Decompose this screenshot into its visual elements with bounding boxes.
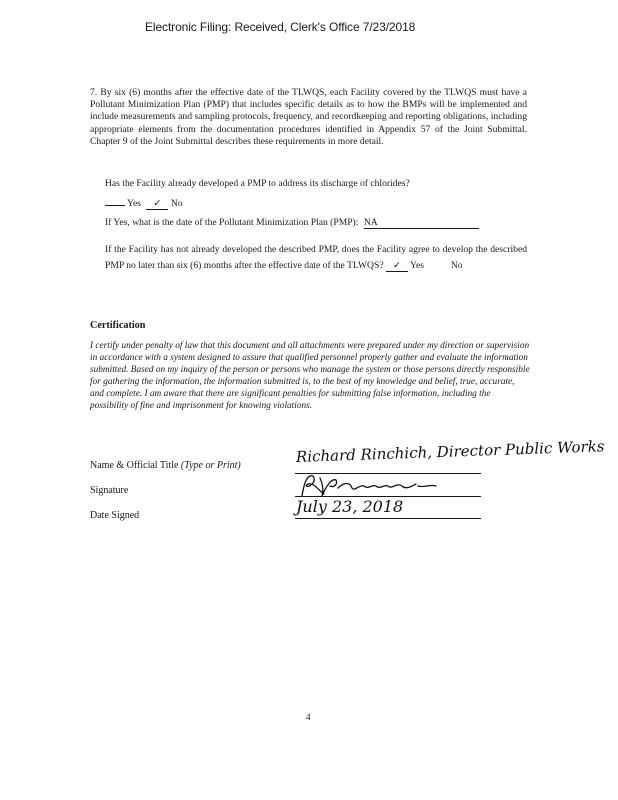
- pmp-agree-yes-label: Yes: [410, 260, 425, 271]
- name-title-label-paren: (Type or Print): [180, 460, 241, 471]
- pmp-developed-no-label: No: [170, 198, 183, 209]
- pmp-agree-question-row: [105, 244, 527, 272]
- handwritten-date[interactable]: July 23, 2018: [296, 497, 404, 516]
- pmp-developed-yes-blank[interactable]: [105, 194, 125, 206]
- name-title-label-text: Name & Official Title: [90, 460, 179, 471]
- pmp-agree-no-blank[interactable]: [426, 256, 448, 268]
- pmp-developed-no-blank[interactable]: ✓: [146, 198, 168, 210]
- name-title-label: [90, 460, 241, 471]
- section-7-paragraph: 7. By six (6) months after the effective date of the TLWQS, each Facility covered by the TLWQS must have a Pollutant Minimization Plan (PMP) that includes specific details as to how the BMPs will be implemented and include measurements and sampling protocols, frequency, and recordkeeping and reporting obligations, including appropriate elements from the documentation procedures identified in Appendix 57 of the Joint Submittal. Chapter 9 of the Joint Submittal describes these requirements in more detail.: [90, 87, 527, 147]
- pmp-developed-answer: [105, 194, 183, 210]
- date-signed-label: Date Signed: [90, 510, 140, 521]
- certification-title: Certification: [90, 320, 146, 331]
- pmp-agree-no-label: No: [450, 260, 463, 271]
- signature-label: Signature: [90, 485, 129, 496]
- pmp-agree-question: If the Facility has not already developed the described PMP, does the Facility agree to develop the described PMP no later than six (6) months after the effective date of the TLWQS?: [105, 244, 527, 271]
- date-signed-line: [295, 518, 481, 519]
- pmp-date-row: [105, 217, 479, 229]
- filing-stamp: Electronic Filing: Received, Clerk's Office 7/23/2018: [145, 20, 416, 34]
- handwritten-signature[interactable]: [298, 472, 478, 500]
- page-number: 4: [306, 712, 311, 722]
- pmp-date-question: If Yes, what is the date of the Pollutant Minimization Plan (PMP):: [105, 217, 359, 228]
- handwritten-name-title[interactable]: Richard Rinchich, Director Public Works: [295, 437, 605, 466]
- pmp-agree-yes-blank[interactable]: ✓: [386, 260, 408, 272]
- pmp-developed-question: Has the Facility already developed a PMP to address its discharge of chlorides?: [105, 178, 410, 189]
- pmp-developed-yes-label: Yes: [127, 198, 142, 209]
- pmp-date-field[interactable]: NA: [364, 217, 479, 229]
- certification-text: I certify under penalty of law that this document and all attachments were prepared under my direction or supervision in accordance with a system designed to assure that qualified personnel properly gather and evaluate the information submitted. Based on my inquiry of the person or persons who manage the system or those persons directly responsible for gathering the information, the information submitted is, to the best of my knowledge and belief, true, accurate, and complete. I am aware that there are significant penalties for submitting false information, including the possibility of fine and imprisonment for knowing violations.: [90, 341, 530, 412]
